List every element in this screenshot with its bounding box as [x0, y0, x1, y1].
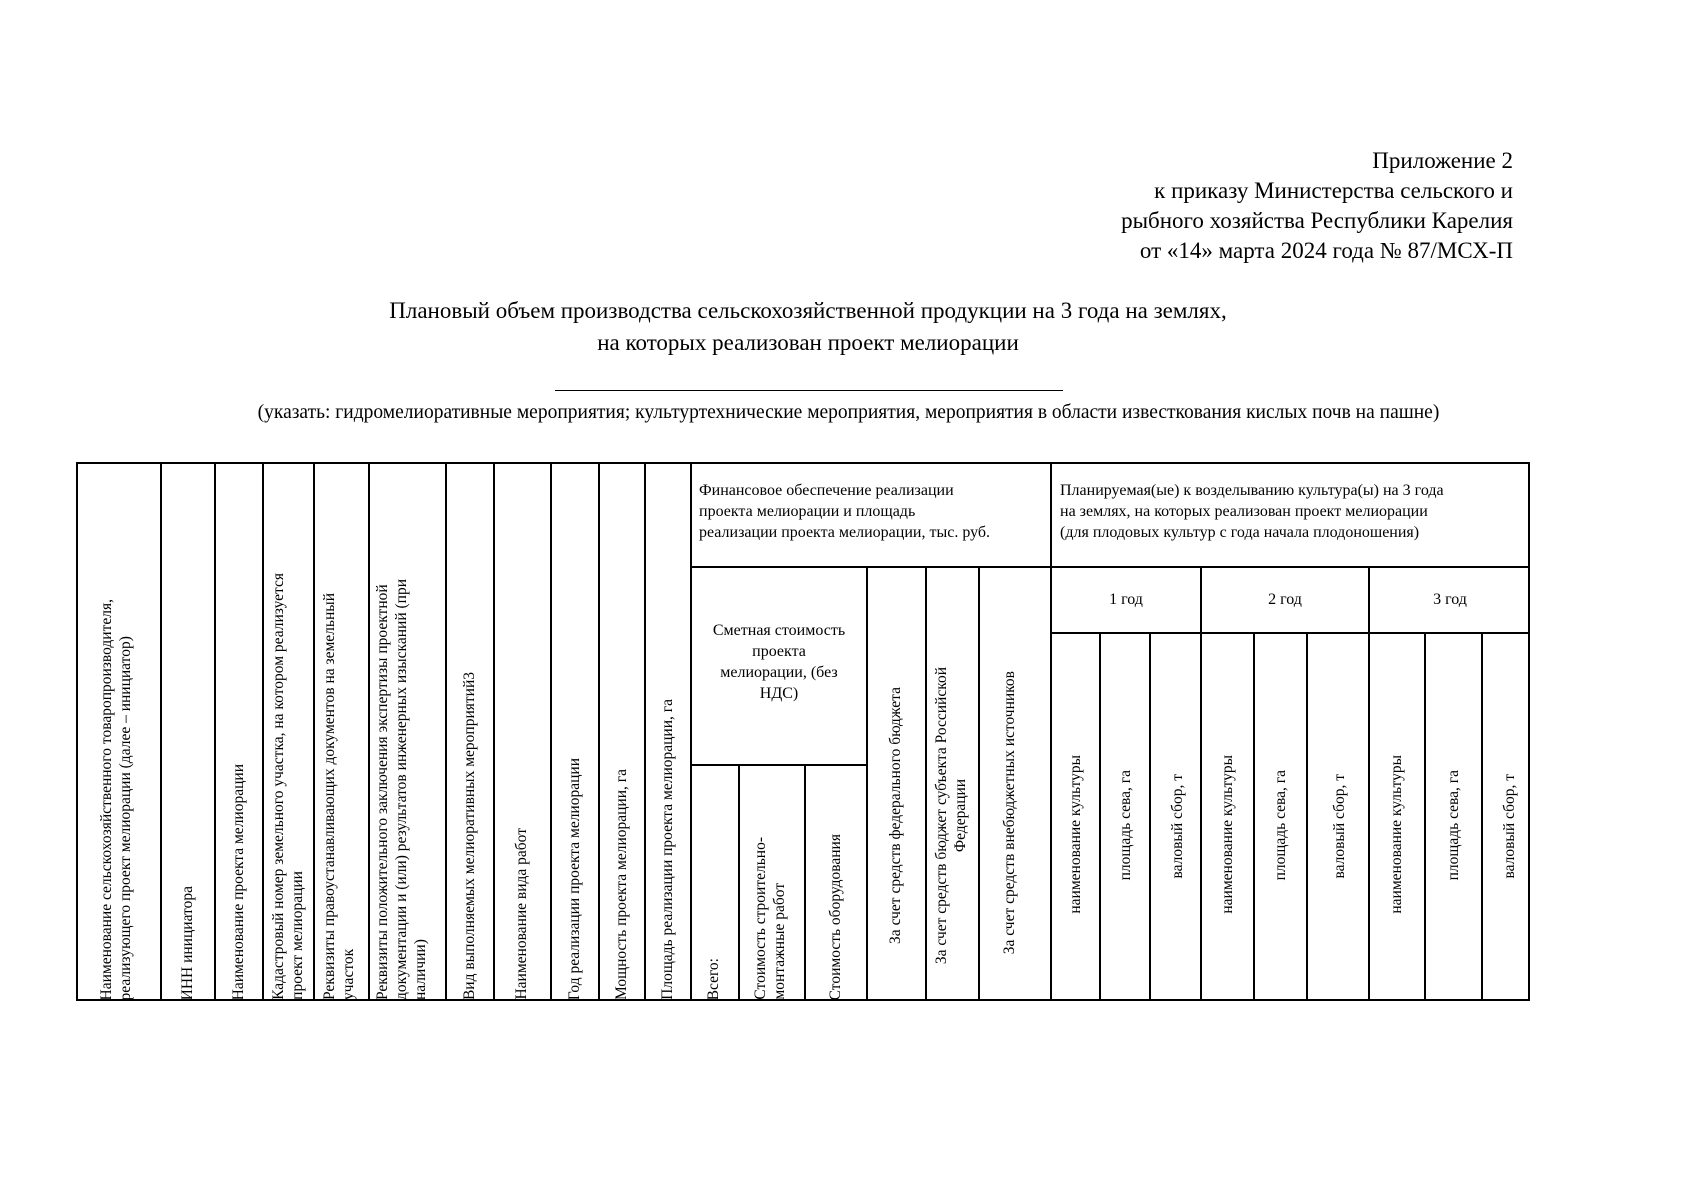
appendix-number: Приложение 2	[1372, 148, 1513, 173]
col-divider	[1481, 632, 1483, 1000]
header-area: Площадь реализации проекта мелиорации, га	[659, 699, 676, 1000]
col-divider	[214, 462, 216, 1000]
header-crop-name-y2: наименование культуры	[1219, 755, 1236, 914]
col-divider	[1253, 632, 1255, 1000]
header-federal-budget: За счет средств федерального бюджета	[887, 687, 904, 944]
header-total: Всего:	[705, 957, 722, 1000]
header-title-documents: Реквизиты правоустанавливающих документов на земельный участок	[321, 593, 357, 1000]
fill-in-blank-line	[555, 390, 1063, 391]
page-title-line-2: на которых реализован проект мелиорации	[597, 330, 1019, 355]
page-title-line-1: Плановый объем производства сельскохозяйственной продукции на 3 года на землях,	[389, 298, 1227, 323]
col-divider	[368, 462, 370, 1000]
col-divider	[866, 566, 868, 1000]
col-divider	[160, 462, 162, 1000]
header-gross-yield-y1: валовый сбор, т	[1169, 773, 1186, 878]
col-divider	[1306, 632, 1308, 1000]
col-divider	[550, 462, 552, 1000]
header-crop-name-y1: наименование культуры	[1067, 755, 1084, 914]
header-equipment-cost: Стоимость оборудования	[827, 833, 844, 1000]
header-year-2: 2 год	[1268, 591, 1302, 608]
header-gross-yield-y2: валовый сбор, т	[1331, 773, 1348, 878]
col-divider	[262, 462, 264, 1000]
rule-group-header	[690, 566, 1530, 568]
header-expertise: Реквизиты положительного заключения экспертизы проектной документации и (или) результатов инженерных изысканий (при наличии)	[374, 578, 429, 1000]
header-year-3: 3 год	[1433, 591, 1467, 608]
header-cadastral-number: Кадастровый номер земельного участка, на котором реализуется проект мелиорации	[270, 573, 306, 1000]
table-border-top	[76, 462, 1530, 464]
header-construction-cost: Стоимость строительно- монтажные работ	[752, 837, 788, 1000]
header-regional-budget: За счет средств бюджет субъекта Российской Федерации	[933, 666, 969, 964]
header-activity-type: Вид выполняемых мелиоративных мероприятий3	[461, 671, 478, 1000]
header-project-name: Наименование проекта мелиорации	[230, 763, 247, 1000]
col-divider	[313, 462, 315, 1000]
col-divider	[1099, 632, 1101, 1000]
appendix-order: к приказу Министерства сельского и	[1154, 178, 1513, 203]
header-crop-name-y3: наименование культуры	[1388, 755, 1405, 914]
header-producer: Наименование сельскохозяйственного товаропроизводителя, реализующего проект мелиорации (далее – инициатор)	[98, 598, 134, 1000]
col-divider	[1200, 566, 1202, 1000]
rule-years	[1050, 632, 1530, 634]
col-divider	[804, 764, 806, 1000]
rule-estimate	[690, 764, 867, 766]
header-extrabudgetary: За счет средств внебюджетных источников	[1001, 670, 1018, 954]
col-divider	[493, 462, 495, 1000]
header-sown-area-y2: площадь сева, га	[1272, 769, 1289, 880]
col-divider	[738, 764, 740, 1000]
header-finance: Финансовое обеспечение реализации проекта мелиорации и площадь реализации проекта мелиорации, тыс. руб.	[699, 482, 991, 541]
header-capacity: Мощность проекта мелиорации, га	[613, 769, 630, 1000]
appendix-block	[1121, 146, 1513, 266]
col-divider	[644, 462, 646, 1000]
form-table	[76, 462, 1530, 1000]
col-divider	[598, 462, 600, 1000]
header-inn: ИНН инициатора	[179, 885, 196, 1000]
header-sown-area-y3: площадь сева, га	[1445, 769, 1462, 880]
fill-in-hint: (указать: гидромелиоративные мероприятия; культуртехнические мероприятия, мероприятия в области известкования кислых почв на пашне)	[257, 402, 1440, 423]
header-year: Год реализации проекта мелиорации	[566, 757, 583, 1000]
appendix-date-number: от «14» марта 2024 года № 87/МСХ-П	[1139, 238, 1513, 263]
col-divider	[1368, 566, 1370, 1000]
col-divider	[1050, 462, 1052, 1000]
header-year-1: 1 год	[1109, 591, 1143, 608]
appendix-ministry: рыбного хозяйства Республики Карелия	[1121, 208, 1513, 233]
table-border-left	[76, 462, 78, 1000]
header-gross-yield-y3: валовый сбор, т	[1501, 773, 1518, 878]
col-divider	[445, 462, 447, 1000]
header-estimate: Сметная стоимость проекта мелиорации, (без НДС)	[712, 622, 846, 702]
header-sown-area-y1: площадь сева, га	[1117, 769, 1134, 880]
header-crops: Планируемая(ые) к возделыванию культура(ы) на 3 года на землях, на которых реализован проект мелиорации (для плодовых культур с года начала плодоношения)	[1060, 482, 1444, 541]
col-divider	[925, 566, 927, 1000]
header-work-type: Наименование вида работ	[513, 828, 530, 1000]
page-title	[0, 295, 1616, 359]
col-divider	[978, 566, 980, 1000]
col-divider	[690, 462, 692, 1000]
col-divider	[1149, 632, 1151, 1000]
col-divider	[1424, 632, 1426, 1000]
